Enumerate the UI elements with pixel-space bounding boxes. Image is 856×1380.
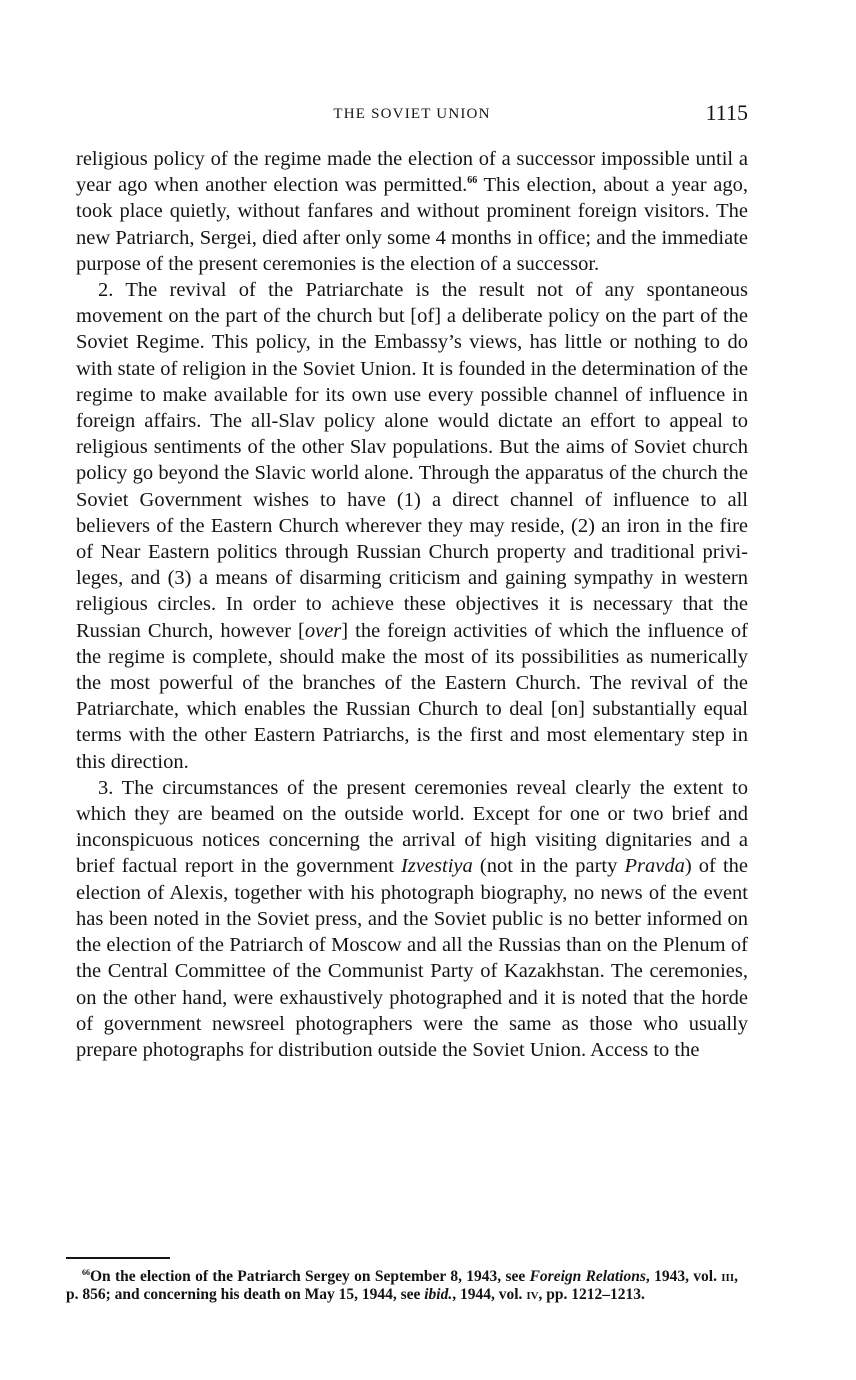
volume-iv: iv <box>526 1285 539 1303</box>
footnote-marker: 66 <box>82 1268 90 1277</box>
footnote-divider <box>66 1257 170 1259</box>
paragraph-1-text-b: This election, about a year ago, took place quietly, without fanfares and without prominent foreign visitors. The new Patriarch, Sergei, died after only some 4 months in office; and the immediate purpose of the present ceremonies is the election of a successor. <box>76 174 748 275</box>
paragraph-3 <box>76 775 748 1063</box>
izvestiya-title: Izvestiya <box>401 855 473 878</box>
paragraph-3-text-b: (not in the party <box>472 855 625 878</box>
paragraph-2-text-a: 2. The revival of the Patriarchate is the result not of any spontaneous movement on the part of the church but [of] a deliberate policy on the part of the Soviet Regime. This policy, in the Embassy’s views, has little or nothing to do with state of religion in the Soviet Union. It is founded in the determination of the regime to make available for its own use every possible channel of influence in foreign affairs. The all-Slav policy alone would dictate an effort to appeal to religious sentiments of the other Slav populations. But the aims of Soviet church policy go beyond the Slavic world alone. Through the apparatus of the church the Soviet Government wishes to have (1) a direct channel of influence to all believers of the Eastern Church wherever they may reside, (2) an iron in the fire of Near Eastern politics through Russian Church property and traditional privileges, and (3) a means of disarming criticism and gaining sympathy in western religious circles. In order to achieve these objectives it is necessary that the Russian Church, however [ <box>76 279 748 642</box>
body-text <box>76 146 748 1063</box>
footnote-text-a: On the election of the Patriarch Sergey on September 8, 1943, see <box>90 1268 530 1285</box>
running-head: THE SOVIET UNION <box>333 106 491 122</box>
page-header <box>76 100 748 130</box>
paragraph-1-text-a: religious policy of the regime made the election of a successor impossible until a year ago when another election was permitted. <box>76 148 748 197</box>
page-number: 1115 <box>705 100 748 125</box>
volume-iii: iii <box>721 1268 735 1285</box>
foreign-relations-title: Foreign Relations <box>529 1268 646 1285</box>
paragraph-2 <box>76 277 748 775</box>
paragraph-2-text-b: ] the foreign activities of which the influence of the regime is complete, should make the most of its possibilities as numerically the most powerful of the branches of the Eastern Church. The revival of the Patriarchate, which enables the Russian Church to deal [on] substantially equal terms with the other Eastern Patriarchs, is the first and most elementary step in this direction. <box>76 619 748 773</box>
footnote <box>66 1268 738 1303</box>
footnote-text-d: , 1944, vol. <box>452 1285 527 1303</box>
paragraph-2-emphasis: over <box>304 619 342 642</box>
pravda-title: Pravda <box>624 855 685 878</box>
footnote-reference: 66 <box>467 175 478 187</box>
footnote-text-c: , p. 856; and concerning his death on May 15, 1944, see <box>66 1268 738 1303</box>
ibid-abbreviation: ibid. <box>424 1285 453 1303</box>
footnote-text-b: , 1943, vol. <box>645 1268 722 1285</box>
paragraph-3-text-a: 3. The circumstances of the present ceremonies reveal clearly the extent to which they are beamed on the outside world. Except for one or two brief and inconspicuous notices concerning the arrival of high visiting dignitaries and a brief factual report in the government <box>76 776 748 878</box>
paragraph-1 <box>76 146 748 277</box>
footnote-text-e: , pp. 1212–1213. <box>538 1285 645 1303</box>
paragraph-3-text-c: ) of the election of Alexis, together with his photograph biography, no news of the event has been noted in the Soviet press, and the Soviet public is no better informed on the election of the Patriarch of Moscow and all the Russias than on the Plenum of the Central Committee of the Communist Party of Kazakhstan. The ceremonies, on the other hand, were exhaustively photographed and it is noted that the horde of government newsreel photographers were the same as those who usually prepare photographs for distribution outside the Soviet Union. Access to the <box>76 855 749 1061</box>
